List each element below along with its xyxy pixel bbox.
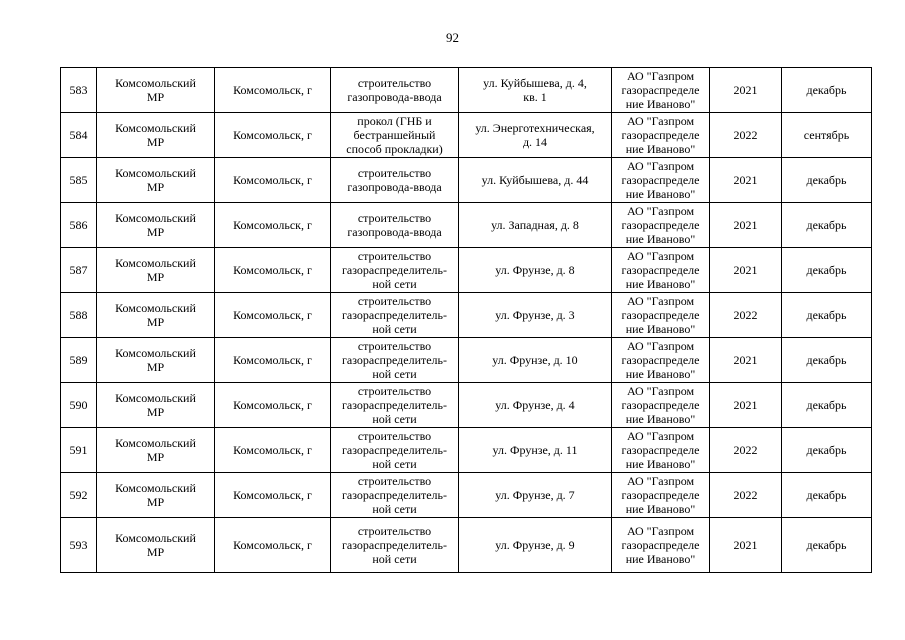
work-type-cell: строительство газораспределитель- ной сети [331, 518, 459, 573]
operator-cell: АО "Газпром газораспределе ние Иваново" [612, 518, 710, 573]
month-cell: декабрь [782, 158, 872, 203]
district-cell: Комсомольский МР [97, 158, 215, 203]
operator-cell: АО "Газпром газораспределе ние Иваново" [612, 248, 710, 293]
address-cell: ул. Фрунзе, д. 4 [459, 383, 612, 428]
table-row [61, 293, 872, 338]
operator-cell: АО "Газпром газораспределе ние Иваново" [612, 158, 710, 203]
table-row [61, 518, 872, 573]
table-row [61, 428, 872, 473]
work-type-cell: строительство газопровода-ввода [331, 203, 459, 248]
row-number: 584 [61, 113, 97, 158]
work-type-cell: прокол (ГНБ и бестраншейный способ прокладки) [331, 113, 459, 158]
row-number: 585 [61, 158, 97, 203]
row-number: 593 [61, 518, 97, 573]
settlement-cell: Комсомольск, г [215, 473, 331, 518]
year-cell: 2021 [710, 338, 782, 383]
row-number: 591 [61, 428, 97, 473]
month-cell: декабрь [782, 248, 872, 293]
settlement-cell: Комсомольск, г [215, 383, 331, 428]
settlement-cell: Комсомольск, г [215, 293, 331, 338]
row-number: 588 [61, 293, 97, 338]
table-row [61, 383, 872, 428]
month-cell: декабрь [782, 203, 872, 248]
address-cell: ул. Фрунзе, д. 3 [459, 293, 612, 338]
year-cell: 2021 [710, 158, 782, 203]
district-cell: Комсомольский МР [97, 203, 215, 248]
month-cell: декабрь [782, 518, 872, 573]
address-cell: ул. Западная, д. 8 [459, 203, 612, 248]
year-cell: 2022 [710, 473, 782, 518]
work-type-cell: строительство газораспределитель- ной сети [331, 248, 459, 293]
operator-cell: АО "Газпром газораспределе ние Иваново" [612, 473, 710, 518]
operator-cell: АО "Газпром газораспределе ние Иваново" [612, 113, 710, 158]
month-cell: декабрь [782, 68, 872, 113]
row-number: 590 [61, 383, 97, 428]
work-type-cell: строительство газопровода-ввода [331, 158, 459, 203]
row-number: 592 [61, 473, 97, 518]
table-row [61, 158, 872, 203]
table-body [61, 68, 872, 573]
settlement-cell: Комсомольск, г [215, 248, 331, 293]
settlement-cell: Комсомольск, г [215, 68, 331, 113]
table-row [61, 68, 872, 113]
work-type-cell: строительство газопровода-ввода [331, 68, 459, 113]
year-cell: 2021 [710, 248, 782, 293]
address-cell: ул. Энерготехническая, д. 14 [459, 113, 612, 158]
table-row [61, 338, 872, 383]
district-cell: Комсомольский МР [97, 248, 215, 293]
registry-table [60, 67, 872, 573]
settlement-cell: Комсомольск, г [215, 203, 331, 248]
district-cell: Комсомольский МР [97, 338, 215, 383]
operator-cell: АО "Газпром газораспределе ние Иваново" [612, 383, 710, 428]
operator-cell: АО "Газпром газораспределе ние Иваново" [612, 293, 710, 338]
district-cell: Комсомольский МР [97, 68, 215, 113]
district-cell: Комсомольский МР [97, 428, 215, 473]
settlement-cell: Комсомольск, г [215, 338, 331, 383]
address-cell: ул. Фрунзе, д. 11 [459, 428, 612, 473]
month-cell: сентябрь [782, 113, 872, 158]
year-cell: 2022 [710, 428, 782, 473]
month-cell: декабрь [782, 293, 872, 338]
settlement-cell: Комсомольск, г [215, 518, 331, 573]
month-cell: декабрь [782, 383, 872, 428]
table-row [61, 203, 872, 248]
work-type-cell: строительство газораспределитель- ной сети [331, 383, 459, 428]
address-cell: ул. Куйбышева, д. 44 [459, 158, 612, 203]
year-cell: 2021 [710, 383, 782, 428]
settlement-cell: Комсомольск, г [215, 158, 331, 203]
district-cell: Комсомольский МР [97, 518, 215, 573]
month-cell: декабрь [782, 428, 872, 473]
month-cell: декабрь [782, 473, 872, 518]
address-cell: ул. Фрунзе, д. 8 [459, 248, 612, 293]
table-row [61, 113, 872, 158]
settlement-cell: Комсомольск, г [215, 428, 331, 473]
operator-cell: АО "Газпром газораспределе ние Иваново" [612, 203, 710, 248]
month-cell: декабрь [782, 338, 872, 383]
work-type-cell: строительство газораспределитель- ной сети [331, 473, 459, 518]
row-number: 586 [61, 203, 97, 248]
row-number: 583 [61, 68, 97, 113]
address-cell: ул. Фрунзе, д. 7 [459, 473, 612, 518]
row-number: 589 [61, 338, 97, 383]
district-cell: Комсомольский МР [97, 113, 215, 158]
page-number: 92 [446, 30, 459, 45]
year-cell: 2021 [710, 203, 782, 248]
work-type-cell: строительство газораспределитель- ной сети [331, 338, 459, 383]
operator-cell: АО "Газпром газораспределе ние Иваново" [612, 428, 710, 473]
operator-cell: АО "Газпром газораспределе ние Иваново" [612, 338, 710, 383]
work-type-cell: строительство газораспределитель- ной сети [331, 293, 459, 338]
address-cell: ул. Фрунзе, д. 9 [459, 518, 612, 573]
year-cell: 2022 [710, 293, 782, 338]
address-cell: ул. Фрунзе, д. 10 [459, 338, 612, 383]
table-row [61, 473, 872, 518]
table-row [61, 248, 872, 293]
settlement-cell: Комсомольск, г [215, 113, 331, 158]
district-cell: Комсомольский МР [97, 293, 215, 338]
district-cell: Комсомольский МР [97, 383, 215, 428]
district-cell: Комсомольский МР [97, 473, 215, 518]
address-cell: ул. Куйбышева, д. 4, кв. 1 [459, 68, 612, 113]
operator-cell: АО "Газпром газораспределе ние Иваново" [612, 68, 710, 113]
year-cell: 2021 [710, 68, 782, 113]
row-number: 587 [61, 248, 97, 293]
year-cell: 2022 [710, 113, 782, 158]
work-type-cell: строительство газораспределитель- ной сети [331, 428, 459, 473]
year-cell: 2021 [710, 518, 782, 573]
